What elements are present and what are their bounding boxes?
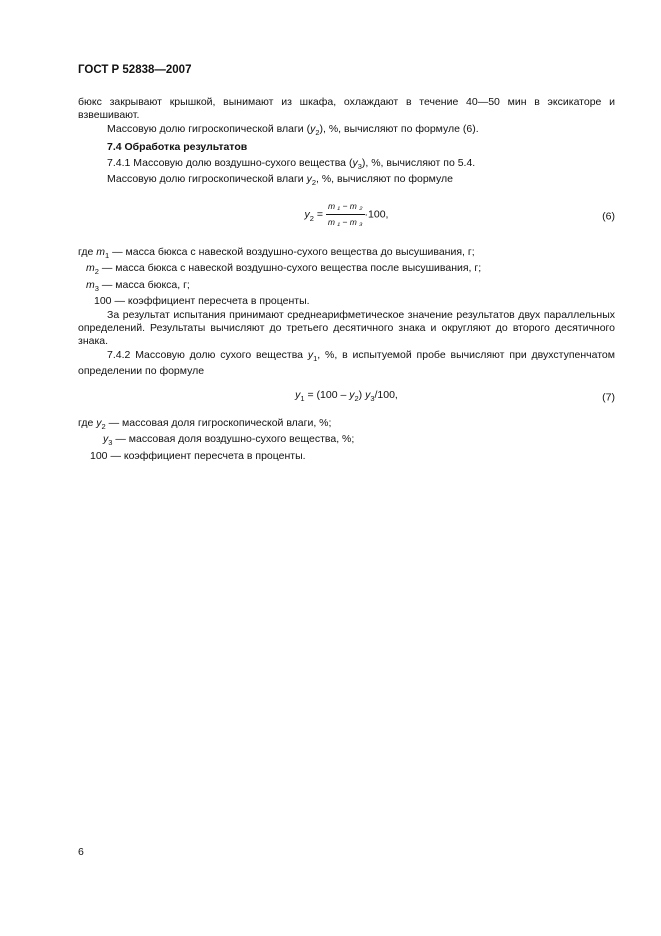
legend-item: $y_3$ — массовая доля воздушно-сухого вещества, %; [103,433,355,448]
formula-7-expression: $y_1 = (100 - y_2)$ $y_3/100$, [295,388,398,403]
paragraph-formula6-intro: Массовую долю гигроскопической влаги $y_2$, %, вычисляют по формуле [107,173,453,188]
paragraph-continuation: бюкс закрывают крышкой, вынимают из шкафа, охлаждают в течение 40—50 мин в эксикаторе и взвешивают. [78,96,615,122]
paragraph-7-4-2: 7.4.2 Массовую долю сухого вещества $y_1$, %, в испытуемой пробе вычисляют при двухступенчатом определении по формуле [78,348,615,378]
section-heading: 7.4 Обработка результатов [107,141,248,154]
formula-6-fraction [326,200,365,230]
legend-item: где $m_1$ — масса бюкса с навеской воздушно-сухого вещества до высушивания, г; [78,245,475,260]
document-body [78,96,615,463]
formula-7 [78,389,615,407]
formula-7-number: (7) [602,391,615,404]
formula-7-legend [78,417,615,463]
legend-item: 100 — коэффициент пересчета в проценты. [90,449,306,462]
formula-6-numerator: m ₁ − m ₂ [326,200,365,215]
paragraph-result: За результат испытания принимают среднеарифметическое значение результатов двух параллельных определений. Результаты вычисляют до третьего десятичного знака и округляют до второго десятичного знака. [78,308,615,348]
paragraph-7-4-1: 7.4.1 Массовую долю воздушно-сухого вещества $(y_3)$, %, вычисляют по 5.4. [107,156,476,171]
legend-item: $m_2$ — масса бюкса с навеской воздушно-сухого вещества после высушивания, г; [86,262,482,277]
formula-6-number: (6) [602,210,615,223]
formula-6 [78,200,615,234]
formula-6-legend [78,246,615,309]
formula-6-expression: $y_2$ = $\frac{\text{m ₁ − m ₂}}{\text{m ₁ − m ₃}}$ ·100, [305,200,389,230]
document-header: ГОСТ Р 52838—2007 [78,64,192,76]
paragraph-hygro-moisture-ref: Массовую долю гигроскопической влаги $(y_2)$, %, вычисляют по формуле (6). [107,122,479,137]
legend-item: 100 — коэффициент пересчета в проценты. [94,295,310,308]
page-number: 6 [78,846,84,858]
legend-item: где $y_2$ — массовая доля гигроскопической влаги, %; [78,416,332,431]
legend-item: $m_3$ — масса бюкса, г; [86,278,190,293]
formula-6-denominator: m ₁ − m ₃ [327,217,363,228]
